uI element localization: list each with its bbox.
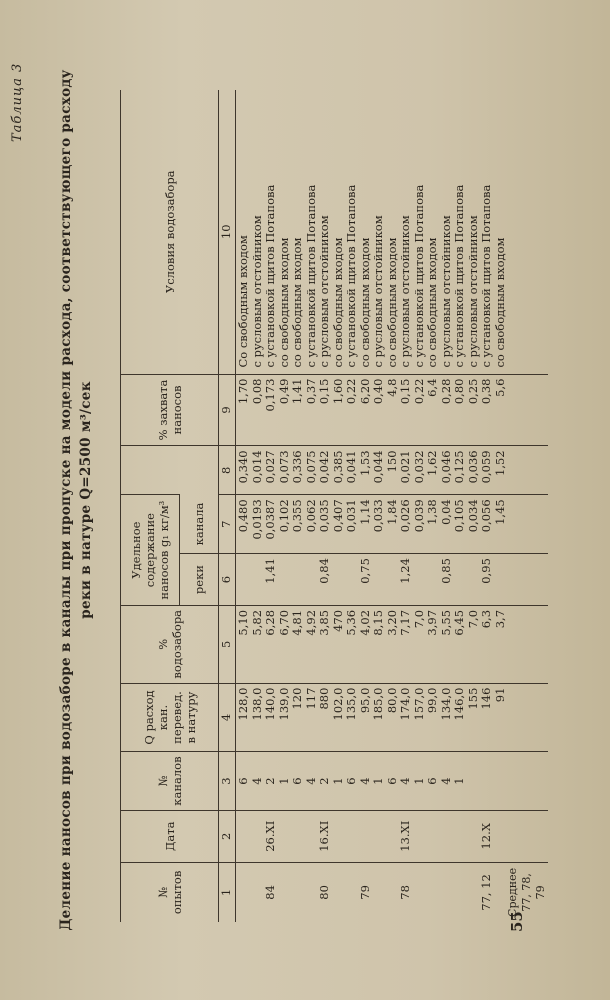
cell-intake-pct-line: 6,3: [479, 609, 493, 629]
cell-discharge-line: 138,0: [249, 687, 264, 721]
cell-discharge-line: 102,0: [330, 687, 345, 721]
cell-capture-pct-line: 0,37: [303, 378, 318, 405]
cell-empty: [506, 374, 548, 446]
cell-canal-content-line: 0,407: [330, 499, 345, 533]
header-discharge: Q расход кан. перевед. в натуру: [121, 683, 219, 752]
cell-intake-pct: [385, 605, 426, 683]
cell-canal-line: 6: [236, 777, 250, 785]
cell-capture-pct-line: 1,41: [290, 378, 304, 405]
cell-conditions-line: с русловым отстойником: [465, 215, 480, 368]
cell-conditions: [385, 90, 426, 374]
cell-conditions-line: с установкой щитов Потапова: [263, 184, 277, 368]
cell-col8: [344, 446, 385, 495]
cell-canal-content: [385, 495, 426, 554]
header-canal-no: № каналов: [121, 752, 219, 810]
cell-canal-line: 6: [425, 777, 439, 785]
table-row: [344, 90, 385, 922]
cell-intake-pct-line: 470: [330, 609, 345, 632]
cell-intake-pct-line: 5,36: [344, 609, 358, 636]
cell-discharge: [344, 683, 385, 752]
table-body: [236, 90, 549, 922]
cell-canal-line: 4: [438, 777, 453, 785]
table-row: [425, 90, 466, 922]
cell-col8-line: 0,336: [290, 450, 304, 484]
cell-col8-line: 0,036: [465, 450, 480, 484]
cell-empty: [506, 810, 548, 862]
cell-canal-content-line: 0,0193: [249, 499, 264, 540]
header-capture-pct: % захвата наносов: [121, 374, 219, 446]
cell-conditions-line: со свободным входом: [330, 237, 345, 368]
cell-canal-line: [466, 756, 480, 805]
cell-capture-pct-line: 0,49: [276, 378, 291, 405]
cell-canal: [344, 752, 385, 810]
cell-experiment: [425, 862, 466, 922]
cell-intake-pct-line: 6,70: [276, 609, 291, 636]
cell-discharge-line: 120: [290, 687, 304, 710]
cell-intake-pct-line: 6,28: [263, 609, 277, 636]
cell-canal: [385, 752, 426, 810]
cell-capture-pct: [466, 374, 507, 446]
cell-conditions-line: с установкой щитов Потапова: [479, 184, 493, 368]
cell-col8-line: 0,032: [411, 450, 426, 484]
cell-average-label: Среднее 77, 78, 79: [506, 862, 548, 922]
cell-experiment-value: 79: [357, 885, 372, 900]
cell-canal-content-line: 1,84: [384, 499, 399, 525]
cell-river-content-value: 0,85: [438, 558, 453, 584]
cell-conditions-line: Со свободным входом: [236, 235, 250, 368]
table-row: [385, 90, 426, 922]
cell-canal-content-line: 0,056: [479, 499, 493, 533]
cell-date: [304, 810, 345, 862]
cell-empty: [506, 683, 548, 752]
cell-col8-line: 0,073: [276, 450, 291, 484]
cell-river-content-value: 1,24: [398, 558, 412, 584]
cell-intake-pct: [344, 605, 385, 683]
cell-intake-pct-line: 4,02: [357, 609, 372, 636]
cell-canal-content-line: 0,0387: [263, 499, 277, 540]
cell-date: [466, 810, 507, 862]
cell-discharge-line: 135,0: [344, 687, 358, 721]
cell-river-content-value: 0,95: [479, 558, 493, 584]
cell-experiment-value: 80: [317, 885, 331, 900]
cell-col8-line: 0,046: [438, 450, 453, 484]
cell-canal-line: 4: [249, 777, 264, 785]
cell-canal-content-line: 0,062: [303, 499, 318, 533]
cell-discharge-line: 155: [465, 687, 480, 710]
cell-discharge-line: 91: [492, 687, 507, 703]
cell-intake-pct-line: 7,0: [411, 609, 426, 629]
cell-canal-line: 6: [384, 777, 399, 785]
cell-capture-pct: [344, 374, 385, 446]
cell-conditions-line: со свободным входом: [276, 237, 291, 368]
cell-intake-pct-line: 5,10: [236, 609, 250, 636]
cell-canal-content: [304, 495, 345, 554]
cell-canal-line: 4: [303, 777, 318, 785]
cell-discharge-line: 80,0: [384, 687, 399, 714]
header-canal: канала: [180, 495, 219, 554]
cell-discharge: [385, 683, 426, 752]
cell-conditions-line: со свободным входом: [384, 237, 399, 368]
cell-canal-line: [479, 756, 493, 805]
cell-river-content: [466, 554, 507, 606]
cell-col8-line: 0,042: [317, 450, 331, 484]
cell-col8-line: 0,014: [249, 450, 264, 484]
cell-experiment: [304, 862, 345, 922]
cell-col8-line: 1,62: [425, 450, 439, 476]
cell-capture-pct: [236, 374, 304, 446]
cell-conditions-line: с русловым отстойником: [371, 215, 385, 368]
cell-capture-pct-line: 1,60: [330, 378, 345, 405]
cell-canal-content-line: 1,14: [357, 499, 372, 525]
cell-canal-content-line: 0,480: [236, 499, 250, 533]
cell-canal-content-line: 1,45: [492, 499, 507, 525]
col-number: 3: [219, 752, 236, 810]
cell-capture-pct-line: 1,70: [236, 378, 250, 405]
cell-capture-pct-line: 0,40: [371, 378, 385, 405]
cell-empty: [506, 752, 548, 810]
cell-canal-line: [493, 756, 507, 805]
cell-intake-pct-line: 6,45: [452, 609, 466, 636]
cell-canal-line: 6: [344, 777, 358, 785]
cell-river-content-value: 0,75: [357, 558, 372, 584]
cell-river-content: [385, 554, 426, 606]
cell-canal-line: 1: [452, 777, 466, 785]
cell-canal-content-line: 0,102: [276, 499, 291, 533]
cell-intake-pct: [236, 605, 304, 683]
cell-empty: [506, 605, 548, 683]
cell-intake-pct-line: 7,17: [398, 609, 412, 636]
col-number: 5: [219, 605, 236, 683]
cell-conditions: [344, 90, 385, 374]
cell-discharge: [236, 683, 304, 752]
cell-col8-line: 150: [384, 450, 399, 473]
cell-capture-pct: [425, 374, 466, 446]
cell-intake-pct: [425, 605, 466, 683]
col-number: 8: [219, 446, 236, 495]
cell-discharge-line: 99,0: [425, 687, 439, 714]
cell-canal: [466, 752, 507, 810]
cell-capture-pct-line: 0,15: [398, 378, 412, 405]
cell-discharge-line: 174,0: [398, 687, 412, 721]
page-number: 55: [508, 911, 526, 932]
cell-discharge: [425, 683, 466, 752]
header-date: Дата: [121, 810, 219, 862]
cell-col8-line: 0,059: [479, 450, 493, 484]
cell-conditions: [236, 90, 304, 374]
sediment-table: [120, 90, 548, 922]
cell-canal-line: 6: [290, 777, 304, 785]
table-title-line1: Деление наносов при водозаборе в каналы при пропуске на модели расхода, соответствующего расходу: [58, 69, 74, 931]
cell-discharge-line: 117: [303, 687, 318, 710]
table-row-average: [506, 90, 548, 922]
cell-canal: [425, 752, 466, 810]
cell-river-content: [344, 554, 385, 606]
cell-canal-line: 1: [411, 777, 426, 785]
cell-experiment: [385, 862, 426, 922]
cell-conditions-line: с установкой щитов Потапова: [411, 184, 426, 368]
cell-canal-line: 1: [330, 777, 345, 785]
cell-canal-line: 1: [371, 777, 385, 785]
cell-date-value: 12.X: [479, 823, 493, 850]
cell-intake-pct: [304, 605, 345, 683]
cell-empty: [506, 495, 548, 554]
cell-experiment: [466, 862, 507, 922]
cell-date: [344, 810, 385, 862]
cell-capture-pct-line: 0,22: [344, 378, 358, 405]
cell-canal-content-line: 0,031: [344, 499, 358, 533]
header-intake-pct: % водозабора: [121, 605, 219, 683]
cell-discharge-line: 880: [317, 687, 331, 710]
header-sediment-content: Удельное содержание наносов g₁ кг/м³: [121, 495, 180, 606]
cell-conditions: [304, 90, 345, 374]
cell-date: [425, 810, 466, 862]
cell-conditions-line: с русловым отстойником: [438, 215, 453, 368]
cell-canal-content-line: 0,039: [411, 499, 426, 533]
cell-canal-line: 2: [317, 777, 331, 785]
table-number: Таблица 3: [10, 62, 25, 142]
cell-canal-line: 2: [263, 777, 277, 785]
table-row: [236, 90, 304, 922]
cell-canal-content: [344, 495, 385, 554]
cell-canal-content-line: 0,355: [290, 499, 304, 533]
cell-canal-content-line: 1,38: [425, 499, 439, 525]
cell-date: [236, 810, 304, 862]
cell-experiment-value: 84: [263, 885, 277, 900]
cell-discharge: [466, 683, 507, 752]
cell-capture-pct-line: 4,8: [384, 378, 399, 397]
cell-capture-pct-line: 0,28: [438, 378, 453, 405]
cell-discharge-line: 146,0: [452, 687, 466, 721]
cell-conditions-line: с русловым отстойником: [317, 215, 331, 368]
cell-discharge-line: 139,0: [276, 687, 291, 721]
col-number: 1: [219, 862, 236, 922]
cell-discharge-line: 185,0: [371, 687, 385, 721]
cell-intake-pct-line: 3,7: [492, 609, 507, 629]
cell-conditions-line: с установкой щитов Потапова: [344, 184, 358, 368]
cell-discharge: [304, 683, 345, 752]
cell-canal-content-line: 0,026: [398, 499, 412, 533]
col-number: 10: [219, 90, 236, 374]
cell-intake-pct-line: 5,82: [249, 609, 264, 636]
cell-col8-line: 0,340: [236, 450, 250, 484]
cell-conditions-line: со свободным входом: [290, 237, 304, 368]
cell-canal: [304, 752, 345, 810]
cell-canal-content-line: 0,04: [438, 499, 453, 525]
cell-intake-pct-line: 4,92: [303, 609, 318, 636]
cell-conditions-line: с русловым отстойником: [249, 215, 264, 368]
cell-discharge-line: 95,0: [357, 687, 372, 714]
header-experiment-no: № опытов: [121, 862, 219, 922]
cell-col8-line: 0,044: [371, 450, 385, 484]
cell-experiment: [344, 862, 385, 922]
cell-canal-line: 4: [398, 777, 412, 785]
cell-river-content-value: 0,84: [317, 558, 331, 584]
cell-capture-pct-line: 0,173: [263, 378, 277, 412]
cell-capture-pct-line: 0,38: [479, 378, 493, 405]
cell-col8-line: 0,385: [330, 450, 345, 484]
cell-discharge-line: 140,0: [263, 687, 277, 721]
header-conditions: Условия водозабора: [121, 90, 219, 374]
table-title-line2: реки в натуре Q=2500 м³/сек: [78, 381, 94, 619]
cell-col8: [466, 446, 507, 495]
col-number: 6: [219, 554, 236, 606]
cell-experiment: [236, 862, 304, 922]
cell-canal-content-line: 0,033: [371, 499, 385, 533]
cell-discharge-line: 134,0: [438, 687, 453, 721]
cell-canal-content-line: 0,034: [465, 499, 480, 533]
cell-intake-pct-line: 4,81: [290, 609, 304, 636]
cell-conditions: [425, 90, 466, 374]
col-number: 9: [219, 374, 236, 446]
cell-date-value: [358, 815, 372, 858]
cell-capture-pct-line: 0,80: [452, 378, 466, 405]
cell-conditions-line: с установкой щитов Потапова: [452, 184, 466, 368]
cell-date-value: 26.XI: [263, 820, 277, 852]
cell-experiment-value: [439, 867, 453, 918]
cell-date-value: 16.XI: [317, 820, 331, 852]
cell-capture-pct-line: 6,4: [425, 378, 439, 397]
cell-conditions-line: со свободным входом: [492, 237, 507, 368]
cell-experiment-value: 77, 12: [479, 874, 493, 911]
cell-col8-line: 1,53: [357, 450, 372, 476]
cell-conditions-line: со свободным входом: [425, 237, 439, 368]
cell-canal-line: 4: [357, 777, 372, 785]
cell-discharge-line: 157,0: [411, 687, 426, 721]
cell-intake-pct-line: 7,0: [465, 609, 480, 629]
cell-date-value: [439, 815, 453, 858]
table-row: [304, 90, 345, 922]
cell-intake-pct: [466, 605, 507, 683]
cell-col8-line: 0,041: [344, 450, 358, 484]
cell-river-content: [425, 554, 466, 606]
cell-capture-pct-line: 0,08: [249, 378, 264, 405]
col-number: 4: [219, 683, 236, 752]
cell-canal-content: [466, 495, 507, 554]
cell-capture-pct-line: 0,22: [411, 378, 426, 405]
cell-col8-line: 0,125: [452, 450, 466, 484]
cell-col8-line: 1,52: [492, 450, 507, 476]
cell-col8-line: 0,075: [303, 450, 318, 484]
cell-intake-pct-line: 5,55: [438, 609, 453, 636]
cell-capture-pct-line: 0,25: [465, 378, 480, 405]
cell-canal-content: [425, 495, 466, 554]
cell-river-content: [304, 554, 345, 606]
cell-date: [385, 810, 426, 862]
cell-discharge-line: 146: [479, 687, 493, 710]
col-number: 7: [219, 495, 236, 554]
cell-empty: [506, 446, 548, 495]
cell-conditions-line: со свободным входом: [357, 237, 372, 368]
cell-canal: [236, 752, 304, 810]
cell-capture-pct: [385, 374, 426, 446]
cell-col8: [385, 446, 426, 495]
cell-intake-pct-line: 8,15: [371, 609, 385, 636]
cell-capture-pct: [304, 374, 345, 446]
cell-conditions-line: с русловым отстойником: [398, 215, 412, 368]
cell-intake-pct-line: 3,20: [384, 609, 399, 636]
cell-river-content-value: 1,41: [263, 558, 277, 584]
cell-conditions-line: с установкой щитов Потапова: [303, 184, 318, 368]
cell-river-content: [236, 554, 304, 606]
cell-col8: [236, 446, 304, 495]
cell-intake-pct-line: 3,85: [317, 609, 331, 636]
cell-col8-line: 0,027: [263, 450, 277, 484]
cell-experiment-value: 78: [398, 885, 412, 900]
col-number: 2: [219, 810, 236, 862]
cell-canal-content: [236, 495, 304, 554]
cell-capture-pct-line: 0,15: [317, 378, 331, 405]
cell-col8: [304, 446, 345, 495]
cell-date-value: 13.XI: [398, 820, 412, 852]
cell-canal-line: 1: [276, 777, 291, 785]
cell-capture-pct-line: 6,20: [357, 378, 372, 405]
cell-empty: [506, 554, 548, 606]
cell-intake-pct-line: 3,97: [425, 609, 439, 636]
header-river: реки: [180, 554, 219, 606]
cell-capture-pct-line: 5,6: [492, 378, 507, 397]
table-row: [466, 90, 507, 922]
cell-canal-content-line: 0,035: [317, 499, 331, 533]
cell-canal-content-line: 0,105: [452, 499, 466, 533]
header-col8: [121, 446, 219, 495]
cell-discharge-line: 128,0: [236, 687, 250, 721]
cell-col8-line: 0,021: [398, 450, 412, 484]
cell-conditions: [466, 90, 507, 374]
cell-col8: [425, 446, 466, 495]
cell-empty: [506, 90, 548, 374]
